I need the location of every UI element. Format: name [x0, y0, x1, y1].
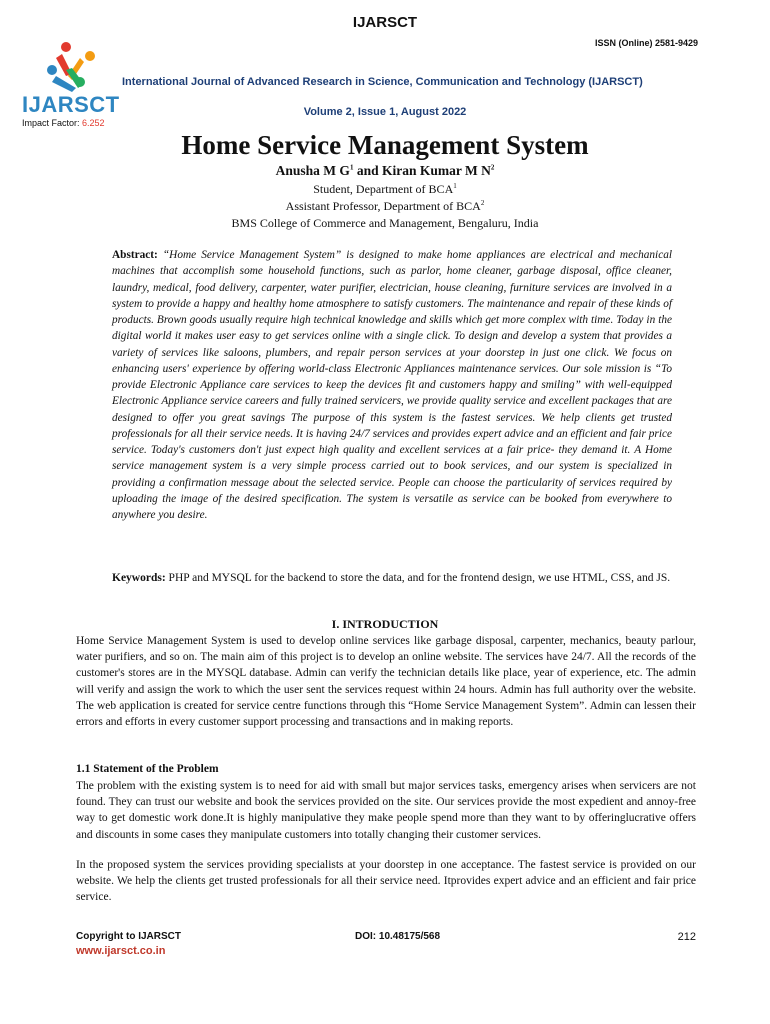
abstract-label: Abstract:: [112, 249, 158, 261]
logo-wordmark: IJARSCT: [22, 92, 120, 117]
introduction-paragraph: Home Service Management System is used to develop online services like garbage disposal, carpenter, mechanics, beauty parlour, water purifiers, and so on. The main aim of this project is to develop an online website. The services have 24/7. All the records of the customer's stores are in the MYSQL database. Admin can verify the technician details like place, year of experience, etc. The admin will verify and assign the work to which the user sent the services request within 24 hours. Admin has full authority over the website. The web application is created for service centre functions through this “Home Service Management System”. Admin can lessen their errors and efforts in every customer support processing and transactions and in making reports.: [76, 635, 696, 729]
problem-paragraph-1: The problem with the existing system is to need for aid with small but major services tasks, emergency arises when servicers are not found. They can trust our website and book the services provided on the site. Our services provide the most expedient and annoy-free way to get domestic work done.It is highly manipulative they make people spend more than they want to by offeringlucrative offers and discounts in some cases they manipulate customers into totally changing their customer services.: [76, 780, 696, 841]
authors: Anusha M $G^1$ and Kiran Kumar M $N^2$: [275, 163, 495, 178]
keywords-text: PHP and MYSQL for the backend to store the data, and for the frontend design, we use HTML, CSS, and JS.: [165, 572, 671, 584]
page-number: 212: [677, 931, 696, 943]
abstract-text: “Home Service Management System” is designed to make home appliances are electrical and mechanical machines that accomplish some household functions, such as parlor, home cleaner, garbage disposal, office cleaner, laundry, medical, food delivery, carpenter, water purifier, electrician, house cleaning, furniture services are involved in a system to provide a happy and healthy home atmosphere to satisfy customers. The maintenance and repair of these kinds of products. Brown goods usually require high technical knowledge and skills which get more complex with time. Today in the digital world it makes user easy to get services online with a single click. To design and develop a system that provides a variety of services like saloons, plumbers, and repair person services at your doorstep in just one click. We focus on enhancing users' experience by offering world-class Electronic Appliances maintenance services. Our sole mission is “To provide Electronic Appliance care services to keep the devices fit and customers happy and smiling” with well-equipped Electronic Appliance service careers and fully trained servicers, we provide quality service and excellent packages that are designed to offer you great savings The purpose of this system is the fastest services. We help clients get trusted professionals for all their service needs. It is having 24/7 services and provides expert advice and an efficient and fair price service. Today's customers don't just expect high quality and excellent services at a fair price- they demand it. A Home service management system is a very simple process carried out to book services, and our system is specialized in providing a confirmation message about the selected service. People can choose the particularity of services required by uploading the image of the desired specification. The system is versatile as service can be booked from everywhere to anywhere you desire.: [112, 249, 672, 521]
footer-website-link[interactable]: www.ijarsct.co.in: [76, 945, 166, 957]
affiliation-3: BMS College of Commerce and Management, Bengaluru, India: [231, 216, 539, 230]
impact-factor: Impact Factor: 6.252: [22, 118, 105, 128]
journal-full-name: International Journal of Advanced Research in Science, Communication and Technology (IJARSCT): [122, 76, 643, 88]
footer-copyright: Copyright to IJARSCT: [76, 931, 181, 942]
paper-title: Home Service Management System: [181, 130, 589, 160]
problem-paragraph-2: In the proposed system the services providing specialists at your doorstep in one acceptance. The fastest service is provided on our website. We help the clients get trusted professionals for all their service need. Itprovides expert advice and an efficient and fair price service.: [76, 859, 696, 904]
issn: ISSN (Online) 2581-9429: [594, 38, 698, 48]
volume-issue: Volume 2, Issue 1, August 2022: [303, 106, 467, 118]
affiliation-2: Assistant Professor, Department of BCA$^2$: [285, 199, 485, 213]
subsection-heading-problem: 1.1 Statement of the Problem: [76, 763, 219, 775]
journal-abbreviation: IJARSCT: [352, 14, 418, 31]
footer-doi: DOI: 10.48175/568: [355, 931, 441, 942]
logo-people-icon: [47, 42, 95, 92]
keywords: [112, 570, 672, 586]
section-heading-introduction: I. INTRODUCTION: [331, 617, 439, 631]
affiliation-1: Student, Department of BCA$^1$: [313, 182, 457, 196]
abstract: [112, 247, 672, 523]
keywords-label: Keywords:: [112, 572, 166, 584]
